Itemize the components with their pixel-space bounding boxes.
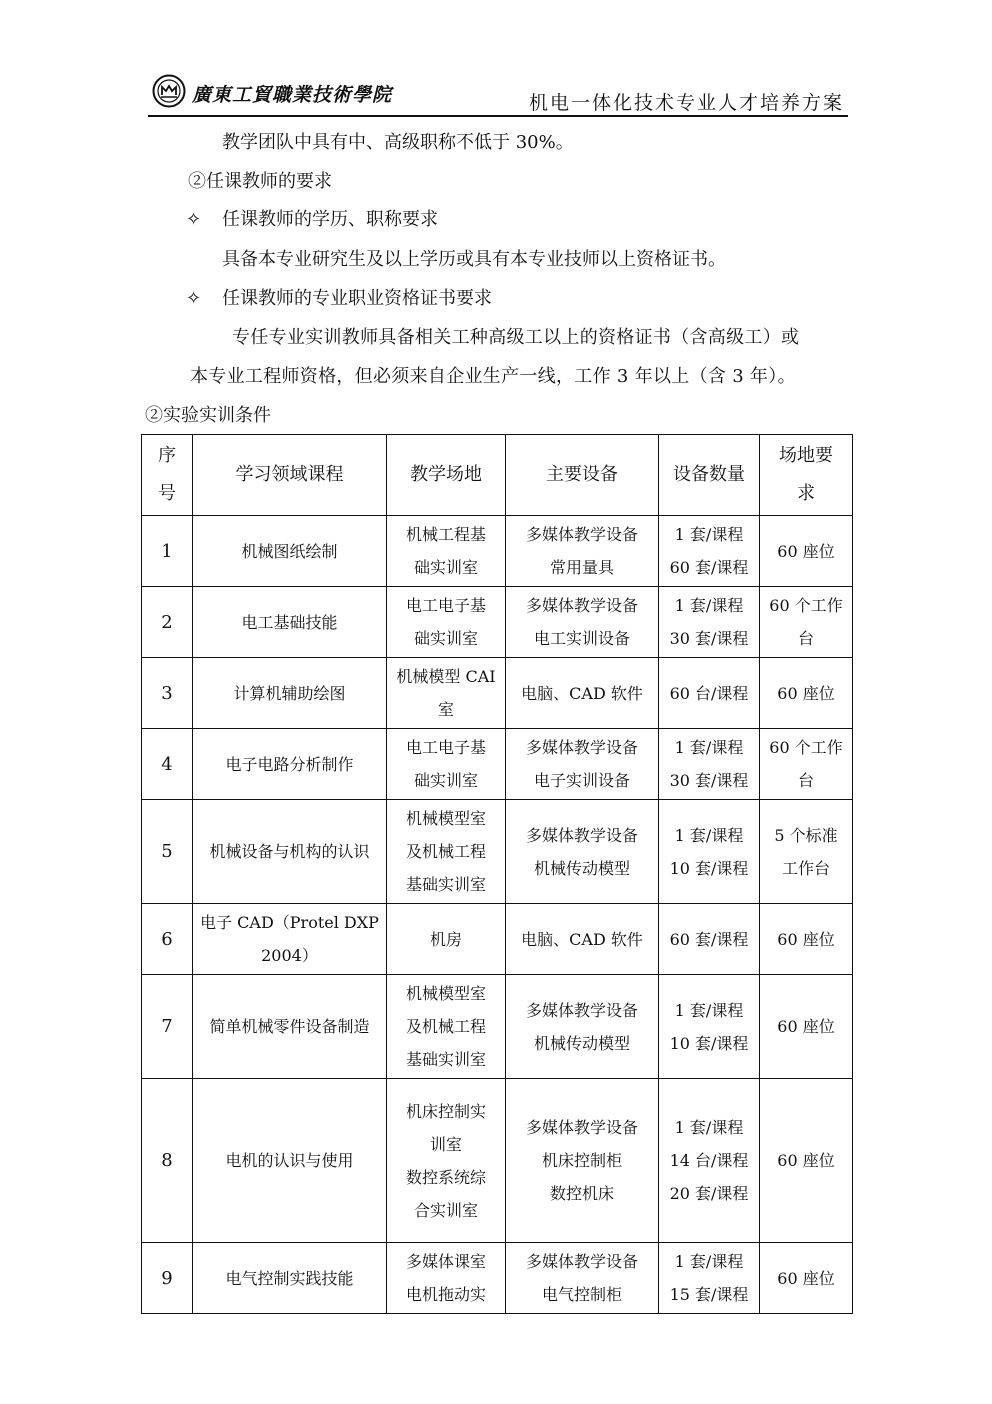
cell-text: 机床控制实 — [405, 1101, 486, 1121]
cell-text: 2004） — [261, 946, 318, 965]
cell-text: 台 — [797, 629, 814, 648]
cell-text: 60 套/课程 — [669, 558, 749, 577]
venue-cell — [387, 516, 506, 587]
cell-text: 1 套/课程 — [674, 1252, 744, 1271]
school-name: 廣東工貿職業技術學院 — [192, 84, 393, 106]
header-quantity: 设备数量 — [659, 435, 760, 516]
cell-text: 5 — [161, 841, 173, 862]
cell-text: 础实训室 — [413, 629, 478, 648]
course-cell — [193, 975, 387, 1079]
paragraph-line: 本专业工程师资格，但必须来自企业生产一线，工作 3 年以上（含 3 年）。 — [190, 366, 796, 387]
table-body — [142, 516, 853, 1314]
paragraph-line: 具备本专业研究生及以上学历或具有本专业技师以上资格证书。 — [222, 249, 726, 270]
cell-text: 60 个工作 — [769, 738, 843, 757]
cell-text: 10 套/课程 — [669, 1033, 749, 1053]
cell-text: 1 套/课程 — [674, 825, 744, 845]
quantity-cell — [659, 1243, 760, 1314]
cell-text: 60 座位 — [777, 1151, 835, 1170]
quantity-cell — [659, 658, 760, 729]
paragraph-line: 专任专业实训教师具备相关工种高级工以上的资格证书（含高级工）或 — [232, 327, 800, 348]
cell-text: 机床控制柜 — [541, 1151, 622, 1170]
quantity-cell — [659, 904, 760, 975]
cell-text: 及机械工程 — [405, 1017, 486, 1036]
cell-text: 常用量具 — [549, 558, 614, 577]
cell-text: 15 套/课程 — [669, 1285, 749, 1304]
cell-text: 60 座位 — [777, 1017, 835, 1036]
cell-text: 1 套/课程 — [674, 738, 744, 757]
cell-text: 电子实训设备 — [533, 771, 630, 790]
equipment-cell — [506, 975, 659, 1079]
table-row — [142, 729, 853, 800]
equipment-cell — [506, 1243, 659, 1314]
cell-text: 20 套/课程 — [669, 1184, 749, 1203]
venue-cell — [387, 975, 506, 1079]
bullet-text: 任课教师的学历、职称要求 — [222, 209, 438, 230]
training-conditions-table — [141, 434, 853, 1314]
cell-text: 2 — [161, 611, 173, 633]
cell-text: 机械传动模型 — [533, 1033, 630, 1053]
cell-text: 合实训室 — [413, 1200, 478, 1220]
bullet-star-icon: ✧ — [186, 288, 202, 309]
venue-cell — [387, 587, 506, 658]
section-heading: ②任课教师的要求 — [188, 171, 332, 192]
header-index: 序 号 — [142, 435, 193, 516]
course-cell — [193, 1243, 387, 1314]
cell-text: 训室 — [429, 1134, 462, 1154]
cell-text: 室 — [437, 700, 454, 719]
school-logo-icon — [152, 74, 186, 108]
cell-text: 电气控制实践技能 — [225, 1268, 354, 1288]
row-index — [142, 975, 193, 1079]
row-index — [142, 587, 193, 658]
cell-text: 电机拖动实 — [405, 1285, 486, 1304]
cell-text: 5 个标准 — [774, 825, 838, 845]
page-header — [148, 70, 848, 118]
cell-text: 机械设备与机构的认识 — [209, 842, 370, 861]
cell-text: 60 台/课程 — [669, 683, 749, 703]
bullet-star-icon: ✧ — [186, 209, 202, 230]
venue-cell — [387, 1243, 506, 1314]
cell-text: 7 — [161, 1016, 173, 1037]
cell-text: 数控机床 — [549, 1184, 614, 1203]
course-cell — [193, 516, 387, 587]
quantity-cell — [659, 587, 760, 658]
header-site-requirement: 场地要 求 — [760, 435, 853, 516]
row-index — [142, 516, 193, 587]
cell-text: 1 套/课程 — [674, 596, 744, 615]
quantity-cell — [659, 729, 760, 800]
cell-text: 4 — [161, 753, 173, 775]
site-requirement-cell — [760, 516, 853, 587]
course-cell — [193, 729, 387, 800]
cell-text: 60 座位 — [777, 541, 835, 561]
quantity-cell — [659, 975, 760, 1079]
site-requirement-cell — [760, 1079, 853, 1243]
cell-text: 电脑、CAD 软件 — [521, 683, 643, 703]
cell-text: 基础实训室 — [405, 875, 486, 894]
section-heading: ②实验实训条件 — [145, 405, 271, 426]
bullet-item — [186, 205, 438, 231]
site-requirement-cell — [760, 587, 853, 658]
cell-text: 电脑、CAD 软件 — [521, 929, 643, 949]
cell-text: 多媒体教学设备 — [525, 825, 638, 845]
cell-text: 60 套/课程 — [669, 929, 749, 949]
cell-text: 多媒体教学设备 — [525, 525, 638, 544]
cell-text: 电工实训设备 — [533, 629, 630, 648]
cell-text: 电工基础技能 — [241, 612, 338, 632]
cell-text: 1 套/课程 — [674, 525, 744, 544]
cell-text: 60 座位 — [777, 1268, 835, 1288]
cell-text: 机械模型室 — [405, 984, 486, 1003]
course-cell — [193, 587, 387, 658]
row-index — [142, 729, 193, 800]
cell-text: 8 — [161, 1150, 173, 1171]
equipment-cell — [506, 587, 659, 658]
cell-text: 机械模型室 — [405, 809, 486, 828]
cell-text: 台 — [797, 771, 814, 790]
bullet-item — [186, 284, 492, 310]
document-title: 机电一体化技术专业人才培养方案 — [528, 92, 844, 114]
table-row — [142, 1243, 853, 1314]
table-row — [142, 904, 853, 975]
cell-text: 机械模型 CAI — [396, 667, 496, 686]
cell-text: 电工电子基 — [405, 596, 486, 615]
cell-text: 电子电路分析制作 — [225, 754, 354, 774]
cell-text: 6 — [161, 928, 173, 950]
table-row — [142, 1079, 853, 1243]
table-row — [142, 587, 853, 658]
cell-text: 1 套/课程 — [674, 1118, 744, 1137]
equipment-cell — [506, 658, 659, 729]
row-index — [142, 1243, 193, 1314]
row-index — [142, 1079, 193, 1243]
table-row — [142, 516, 853, 587]
cell-text: 电气控制柜 — [541, 1285, 622, 1304]
equipment-cell — [506, 800, 659, 904]
cell-text: 基础实训室 — [405, 1050, 486, 1069]
cell-text: 机械图纸绘制 — [241, 541, 338, 561]
cell-text: 础实训室 — [413, 558, 478, 577]
course-cell — [193, 658, 387, 729]
venue-cell — [387, 658, 506, 729]
cell-text: 多媒体教学设备 — [525, 738, 638, 757]
venue-cell — [387, 729, 506, 800]
cell-text: 电工电子基 — [405, 738, 486, 757]
quantity-cell — [659, 1079, 760, 1243]
cell-text: 多媒体课室 — [405, 1252, 486, 1271]
cell-text: 多媒体教学设备 — [525, 596, 638, 615]
course-cell — [193, 800, 387, 904]
table-row — [142, 658, 853, 729]
header-divider — [148, 115, 848, 117]
cell-text: 9 — [161, 1267, 173, 1289]
cell-text: 60 座位 — [777, 929, 835, 949]
paragraph-line: 教学团队中具有中、高级职称不低于 30%。 — [222, 132, 574, 153]
site-requirement-cell — [760, 800, 853, 904]
equipment-cell — [506, 729, 659, 800]
cell-text: 1 套/课程 — [674, 1000, 744, 1020]
site-requirement-cell — [760, 658, 853, 729]
site-requirement-cell — [760, 729, 853, 800]
course-cell — [193, 1079, 387, 1243]
table-header-row — [142, 435, 853, 516]
cell-text: 电子 CAD（Protel DXP — [200, 913, 379, 932]
cell-text: 60 个工作 — [769, 596, 843, 615]
cell-text: 电机的认识与使用 — [225, 1151, 354, 1170]
site-requirement-cell — [760, 975, 853, 1079]
quantity-cell — [659, 516, 760, 587]
bullet-text: 任课教师的专业职业资格证书要求 — [222, 288, 492, 309]
cell-text: 60 座位 — [777, 683, 835, 703]
row-index — [142, 800, 193, 904]
site-requirement-cell — [760, 1243, 853, 1314]
cell-text: 工作台 — [781, 858, 830, 878]
cell-text: 30 套/课程 — [669, 629, 749, 648]
venue-cell — [387, 1079, 506, 1243]
cell-text: 机房 — [429, 929, 462, 949]
cell-text: 数控系统综 — [405, 1167, 486, 1187]
row-index — [142, 658, 193, 729]
header-equipment: 主要设备 — [506, 435, 659, 516]
cell-text: 多媒体教学设备 — [525, 1000, 638, 1020]
cell-text: 及机械工程 — [405, 842, 486, 861]
cell-text: 多媒体教学设备 — [525, 1252, 638, 1271]
cell-text: 机械工程基 — [405, 525, 486, 544]
equipment-cell — [506, 1079, 659, 1243]
cell-text: 计算机辅助绘图 — [233, 683, 346, 703]
course-cell — [193, 904, 387, 975]
table-row — [142, 800, 853, 904]
table-row — [142, 975, 853, 1079]
venue-cell — [387, 800, 506, 904]
header-venue: 教学场地 — [387, 435, 506, 516]
cell-text: 简单机械零件设备制造 — [209, 1017, 370, 1036]
cell-text: 14 台/课程 — [669, 1151, 749, 1170]
site-requirement-cell — [760, 904, 853, 975]
cell-text: 3 — [161, 682, 173, 704]
cell-text: 30 套/课程 — [669, 771, 749, 790]
venue-cell — [387, 904, 506, 975]
quantity-cell — [659, 800, 760, 904]
header-course: 学习领域课程 — [193, 435, 387, 516]
cell-text: 机械传动模型 — [533, 858, 630, 878]
cell-text: 10 套/课程 — [669, 858, 749, 878]
cell-text: 1 — [161, 540, 173, 562]
cell-text: 多媒体教学设备 — [525, 1118, 638, 1137]
row-index — [142, 904, 193, 975]
equipment-cell — [506, 904, 659, 975]
cell-text: 础实训室 — [413, 771, 478, 790]
equipment-cell — [506, 516, 659, 587]
